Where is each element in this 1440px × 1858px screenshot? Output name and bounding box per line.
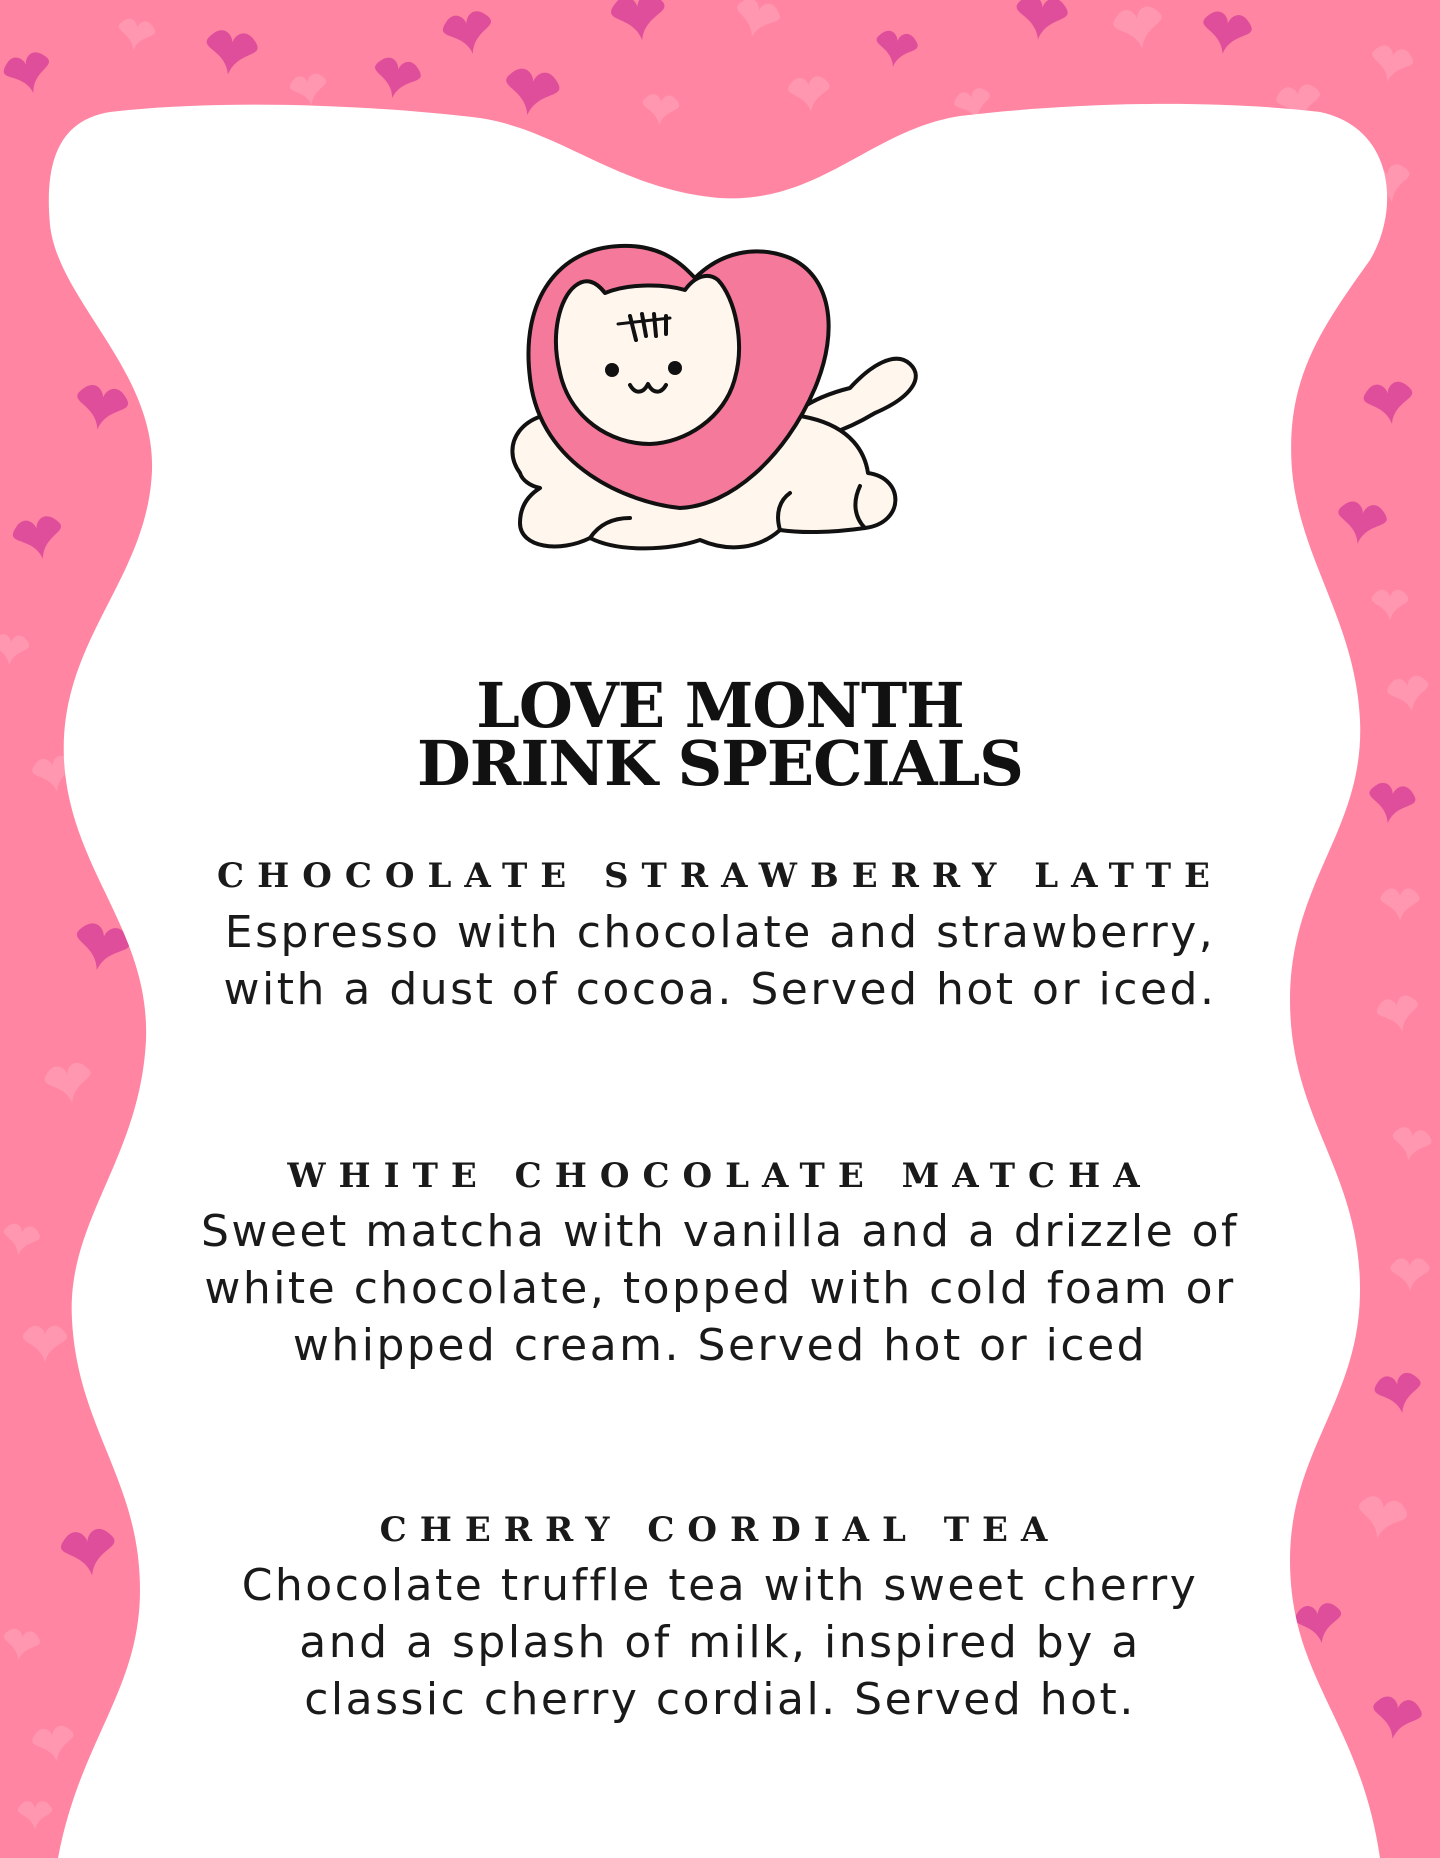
description-line: Chocolate truffle tea with sweet cherry	[241, 1560, 1199, 1611]
drink-description-chocolate-strawberry-latte	[0, 904, 1440, 1018]
description-line: white chocolate, topped with cold foam or	[204, 1263, 1236, 1314]
drink-description-white-chocolate-matcha	[0, 1203, 1440, 1374]
description-line: with a dust of cocoa. Served hot or iced.	[223, 964, 1217, 1015]
drink-name-chocolate-strawberry-latte: CHOCOLATE STRAWBERRY LATTE	[217, 856, 1223, 896]
description-line: and a splash of milk, inspired by a	[299, 1617, 1141, 1668]
drink-name-white-chocolate-matcha: WHITE CHOCOLATE MATCHA	[287, 1156, 1153, 1196]
drink-name-cherry-cordial-tea: CHERRY CORDIAL TEA	[379, 1510, 1061, 1550]
drink-description-cherry-cordial-tea	[0, 1557, 1440, 1728]
cat-in-heart-hood-icon	[480, 218, 960, 638]
description-line: whipped cream. Served hot or iced	[292, 1320, 1148, 1371]
description-line: Sweet matcha with vanilla and a drizzle of	[200, 1206, 1240, 1257]
page-title-line-1: LOVE MONTH	[476, 669, 964, 742]
description-line: Espresso with chocolate and strawberry,	[224, 907, 1216, 958]
page-title-line-2: DRINK SPECIALS	[417, 727, 1023, 800]
description-line: classic cherry cordial. Served hot.	[304, 1674, 1136, 1725]
